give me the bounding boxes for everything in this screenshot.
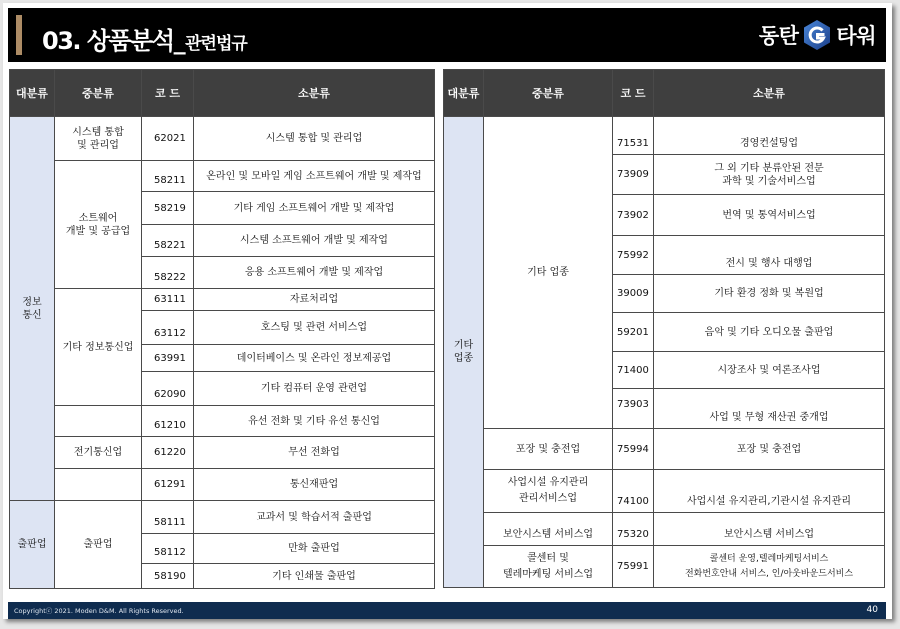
minor-category: 만화 출판업 [194, 534, 435, 564]
mid-category: 보안시스템 서비스업 [484, 513, 613, 546]
code-cell: 71531 [613, 117, 654, 155]
code-cell: 61220 [142, 437, 194, 469]
code-cell: 73903 [613, 389, 654, 429]
minor-category: 기타 환경 정화 및 복원업 [654, 275, 885, 313]
code-cell: 63111 [142, 289, 194, 311]
code-cell: 61291 [142, 469, 194, 501]
brand-logo [759, 19, 876, 51]
mid-category: 전기통신업 [55, 437, 142, 469]
title-accent-bar [16, 15, 22, 55]
mid-category: 콜센터 및 텔레마케팅 서비스업 [484, 546, 613, 588]
code-cell: 63112 [142, 311, 194, 345]
mid-category: 포장 및 충전업 [484, 429, 613, 470]
footer-bar [8, 602, 886, 619]
table-row [10, 501, 435, 534]
minor-category: 시스템 소프트웨어 개발 및 제작업 [194, 225, 435, 257]
code-cell: 61210 [142, 406, 194, 437]
mid-category: 기타 정보통신업 [55, 289, 142, 406]
right-industry-table [443, 69, 885, 588]
slide [3, 3, 892, 619]
code-cell: 58222 [142, 257, 194, 289]
minor-category: 시장조사 및 여론조사업 [654, 352, 885, 389]
minor-category: 그 외 기타 분류안된 전문 과학 및 기술서비스업 [654, 155, 885, 195]
page-number: 40 [866, 605, 878, 615]
code-cell: 63991 [142, 345, 194, 372]
minor-category: 기타 게임 소프트웨어 개발 및 제작업 [194, 192, 435, 225]
code-cell: 58219 [142, 192, 194, 225]
code-cell: 71400 [613, 352, 654, 389]
mid-category: 사업시설 유지관리 관리서비스업 [484, 470, 613, 513]
code-cell: 58112 [142, 534, 194, 564]
table-row [444, 117, 885, 155]
mid-category: 출판업 [55, 501, 142, 589]
code-cell: 58211 [142, 161, 194, 192]
code-cell: 59201 [613, 313, 654, 352]
header-major: 대분류 [444, 70, 484, 117]
header-mid: 중분류 [484, 70, 613, 117]
code-cell: 62021 [142, 117, 194, 161]
code-cell: 58111 [142, 501, 194, 534]
code-cell: 58190 [142, 564, 194, 589]
minor-category: 포장 및 충전업 [654, 429, 885, 470]
minor-category: 온라인 및 모바일 게임 소프트웨어 개발 및 제작업 [194, 161, 435, 192]
title-bar [8, 8, 886, 62]
minor-category: 데이터베이스 및 온라인 정보제공업 [194, 345, 435, 372]
minor-category: 번역 및 통역서비스업 [654, 195, 885, 236]
major-category: 기타 업종 [444, 117, 484, 588]
minor-category: 교과서 및 학습서적 출판업 [194, 501, 435, 534]
table-header-row [10, 70, 435, 117]
logo-text-right: 타워 [836, 24, 876, 48]
minor-category: 보안시스템 서비스업 [654, 513, 885, 546]
minor-category: 기타 컴퓨터 운영 관련업 [194, 372, 435, 406]
mid-category: 소트웨어 개발 및 공급업 [55, 161, 142, 289]
table-header-row [444, 70, 885, 117]
mid-category-empty [55, 406, 142, 437]
code-cell: 73909 [613, 155, 654, 195]
minor-category: 시스템 통합 및 관리업 [194, 117, 435, 161]
table-row [10, 437, 435, 469]
code-cell: 75994 [613, 429, 654, 470]
minor-category: 콜센터 운영,텔레마케팅서비스 전화번호안내 서비스, 인/아웃바운드서비스 [654, 546, 885, 588]
minor-category: 호스팅 및 관련 서비스업 [194, 311, 435, 345]
table-row [444, 513, 885, 546]
major-category: 정보 통신 [10, 117, 55, 501]
minor-category: 음악 및 기타 오디오물 출판업 [654, 313, 885, 352]
code-cell: 58221 [142, 225, 194, 257]
mid-category: 기타 업종 [484, 117, 613, 429]
page-title-main: 03. 상품분석_ [42, 27, 185, 55]
minor-category: 사업시설 유지관리,기관시설 유지관리 [654, 470, 885, 513]
minor-category: 무선 전화업 [194, 437, 435, 469]
minor-category: 통신재판업 [194, 469, 435, 501]
code-cell: 73902 [613, 195, 654, 236]
table-row [10, 406, 435, 437]
page-title-sub: 관련법규 [185, 34, 247, 54]
table-row [10, 161, 435, 192]
minor-category: 경영컨설팅업 [654, 117, 885, 155]
code-cell: 62090 [142, 372, 194, 406]
logo-text-left: 동탄 [758, 24, 799, 48]
left-industry-table [9, 69, 435, 589]
table-row [10, 117, 435, 161]
minor-category: 자료처리업 [194, 289, 435, 311]
code-cell: 75992 [613, 236, 654, 275]
table-row [444, 546, 885, 588]
copyright-text: Copyrightⓒ 2021. Moden D&M. All Rights Reserved. [14, 607, 184, 615]
table-row [10, 289, 435, 311]
hexagon-g-logo-icon [803, 19, 831, 51]
minor-category: 기타 인쇄물 출판업 [194, 564, 435, 589]
minor-category: 유선 전화 및 기타 유선 통신업 [194, 406, 435, 437]
table-row [444, 470, 885, 513]
minor-category: 응용 소프트웨어 개발 및 제작업 [194, 257, 435, 289]
mid-category: 시스템 통합 및 관리업 [55, 117, 142, 161]
header-major: 대분류 [10, 70, 55, 117]
table-row [10, 469, 435, 501]
minor-category: 전시 및 행사 대행업 [654, 236, 885, 275]
header-minor: 소분류 [194, 70, 435, 117]
page-title [42, 21, 247, 56]
code-cell: 39009 [613, 275, 654, 313]
header-mid: 중분류 [55, 70, 142, 117]
code-cell: 75991 [613, 546, 654, 588]
code-cell: 75320 [613, 513, 654, 546]
header-code: 코 드 [142, 70, 194, 117]
major-category: 출판업 [10, 501, 55, 589]
table-row [444, 429, 885, 470]
header-minor: 소분류 [654, 70, 885, 117]
header-code: 코 드 [613, 70, 654, 117]
code-cell: 74100 [613, 470, 654, 513]
minor-category: 사업 및 무형 재산권 중개업 [654, 389, 885, 429]
mid-category-empty [55, 469, 142, 501]
